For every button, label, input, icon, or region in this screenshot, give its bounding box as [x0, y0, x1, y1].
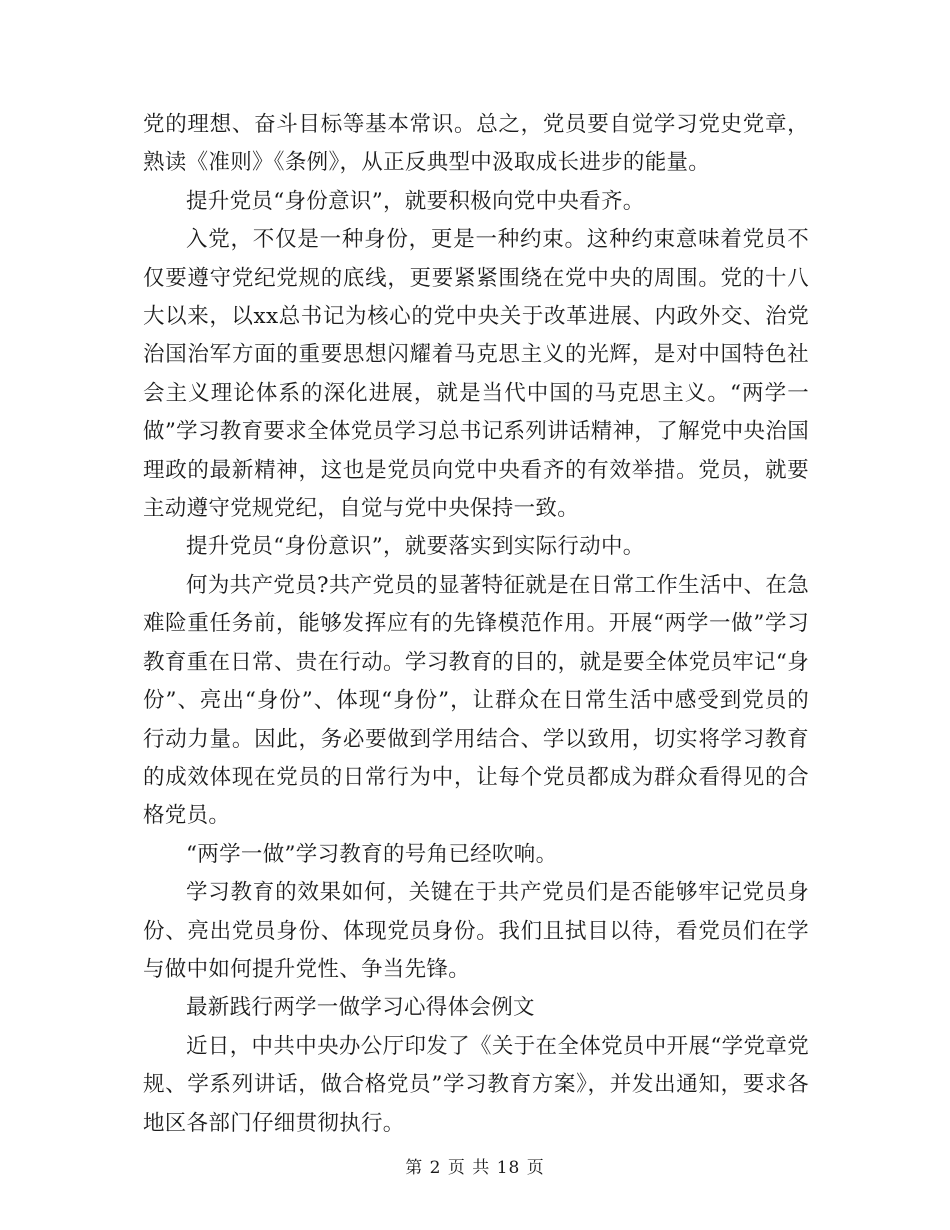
document-body — [143, 106, 809, 1143]
paragraph: 提升党员“身份意识”，就要落实到实际行动中。 — [186, 534, 645, 560]
paragraph: 入党，不仅是一种身份，更是一种约束。这种约束意味着党员不仅要遵守党纪党规的底线，更要紧紧围绕在党中央的周围。党的十八大以来，以xx总书记为核心的党中央关于改革进展、内政外交、治党治国治军方面的重要思想闪耀着马克思主义的光辉，是对中国特色社会主义理论体系的深化进展，就是当代中国的马克思主义。“两学一做”学习教育要求全体党员学习总书记系列讲话精神，了解党中央治国理政的最新精神，这也是党员向党中央看齐的有效举措。党员，就要主动遵守党规党纪，自觉与党中央保持一致。 — [143, 227, 809, 522]
paragraph: 何为共产党员?共产党员的显著特征就是在日常工作生活中、在急难险重任务前，能够发挥应有的先锋模范作用。开展“两学一做”学习教育重在日常、贵在行动。学习教育的目的，就是要全体党员牢记“身份”、亮出“身份”、体现“身份”，让群众在日常生活中感受到党员的行动力量。因此，务必要做到学用结合、学以致用，切实将学习教育的成效体现在党员的日常行为中，让每个党员都成为群众看得见的合格党员。 — [143, 572, 809, 829]
paragraph: 提升党员“身份意识”，就要积极向党中央看齐。 — [186, 188, 645, 214]
paragraph: “两学一做”学习教育的号角已经吹响。 — [186, 841, 558, 867]
page-footer: 第 2 页 共 18 页 — [405, 1158, 545, 1178]
paragraph: 最新践行两学一做学习心得体会例文 — [186, 995, 535, 1021]
paragraph: 近日，中共中央办公厅印发了《关于在全体党员中开展“学党章党规、学系列讲话，做合格党员”学习教育方案》，并发出通知，要求各地区各部门仔细贯彻执行。 — [143, 1033, 809, 1136]
paragraph: 学习教育的效果如何，关键在于共产党员们是否能够牢记党员身份、亮出党员身份、体现党员身份。我们且拭目以待，看党员们在学与做中如何提升党性、争当先锋。 — [143, 880, 809, 982]
paragraph: 党的理想、奋斗目标等基本常识。总之，党员要自觉学习党史党章，熟读《准则》《条例》，从正反典型中汲取成长进步的能量。 — [143, 112, 809, 176]
